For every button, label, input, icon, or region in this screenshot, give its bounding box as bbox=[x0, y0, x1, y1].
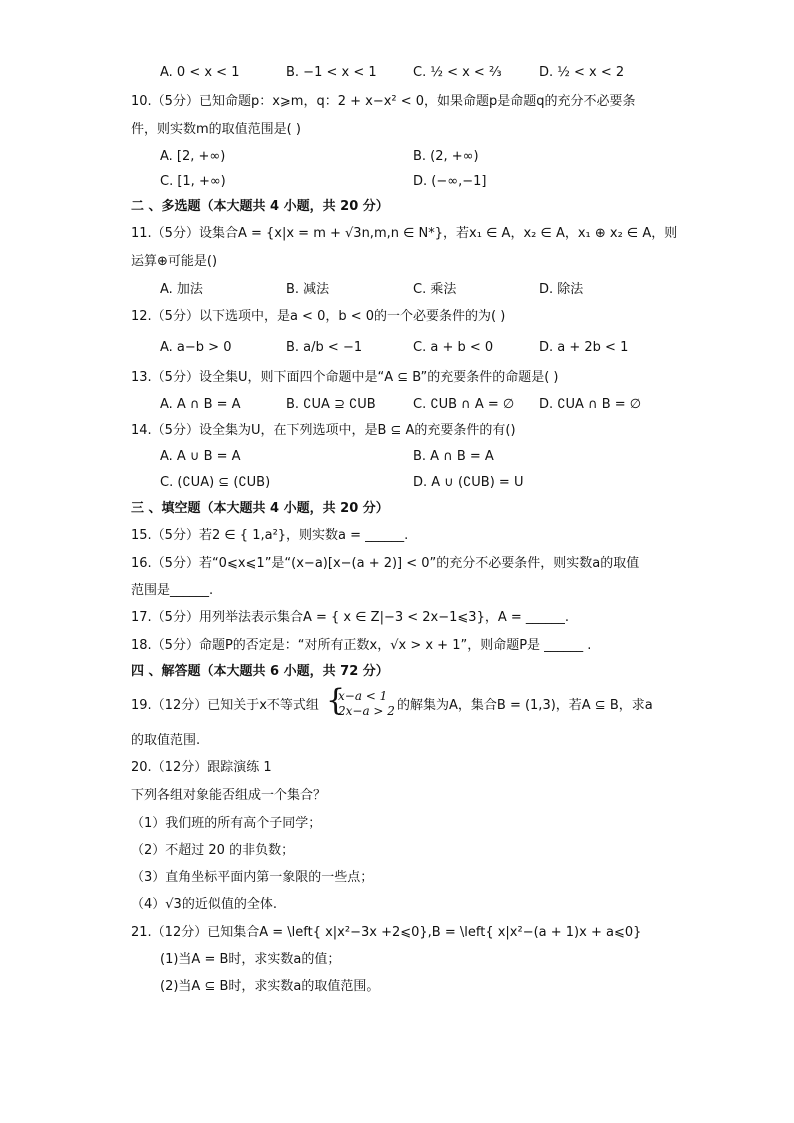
q11-stem-line2: 运算⊕可能是() bbox=[131, 254, 218, 269]
q12-option-c: C. a + b < 0 bbox=[413, 340, 494, 355]
q20-item-2: （2）不超过 20 的非负数； bbox=[131, 843, 295, 858]
q10-option-d: D. (−∞,−1] bbox=[413, 174, 487, 189]
q10-option-a: A. [2, +∞) bbox=[160, 149, 226, 164]
q19-inequality-2: 2x−a > 2 bbox=[338, 704, 395, 718]
section-heading-fill-in: 三 、填空题（本大题共 4 小题，共 20 分） bbox=[131, 501, 389, 516]
q10-option-b: B. (2, +∞) bbox=[413, 149, 479, 164]
q21-subquestion-1: (1)当A = B时，求实数a的值； bbox=[160, 952, 341, 967]
q10-stem-line2: 件，则实数m的取值范围是( ) bbox=[131, 122, 301, 137]
q10-option-c: C. [1, +∞) bbox=[160, 174, 226, 189]
q12-stem: 12.（5分）以下选项中，是a < 0，b < 0的一个必要条件的为( ) bbox=[131, 309, 506, 324]
q20-prompt: 下列各组对象能否组成一个集合？ bbox=[131, 788, 327, 803]
q19-inequality-1: x−a < 1 bbox=[338, 689, 388, 703]
q18-stem: 18.（5分）命题P的否定是：“对所有正数x，√x > x + 1”，则命题P是 ______ . bbox=[131, 638, 592, 653]
q17-stem: 17.（5分）用列举法表示集合A = { x ∈ Z|−3 < 2x−1⩽3}，A = ______. bbox=[131, 610, 570, 625]
q19-stem-prefix: 19.（12分）已知关于x不等式组 bbox=[131, 698, 319, 713]
q11-stem-line1: 11.（5分）设集合A = {x|x = m + √3n,m,n ∈ N*}，若x₁ ∈ A，x₂ ∈ A，x₁ ⊕ x₂ ∈ A，则 bbox=[131, 226, 678, 241]
q14-option-d: D. A ∪ (∁UB) = U bbox=[413, 475, 524, 490]
q12-option-b: B. a/b < −1 bbox=[286, 340, 363, 355]
q13-option-d: D. ∁UA ∩ B = ∅ bbox=[539, 397, 642, 412]
q9-option-d: D. ½ < x < 2 bbox=[539, 65, 625, 80]
q11-option-c: C. 乘法 bbox=[413, 282, 457, 297]
q21-stem: 21.（12分）已知集合A = \left{ x|x²−3x +2⩽0},B = \left{ x|x²−(a + 1)x + a⩽0} bbox=[131, 925, 642, 940]
q11-option-d: D. 除法 bbox=[539, 282, 584, 297]
q14-stem: 14.（5分）设全集为U，在下列选项中，是B ⊆ A的充要条件的有() bbox=[131, 423, 516, 438]
q13-option-c: C. ∁UB ∩ A = ∅ bbox=[413, 397, 515, 412]
q10-stem-line1: 10.（5分）已知命题p：x⩾m，q：2 + x−x² < 0，如果命题p是命题q的充分不必要条 bbox=[131, 94, 636, 109]
q13-option-b: B. ∁UA ⊇ ∁UB bbox=[286, 397, 376, 412]
q12-option-a: A. a−b > 0 bbox=[160, 340, 232, 355]
q9-option-a: A. 0 < x < 1 bbox=[160, 65, 240, 80]
q20-title: 20.（12分）跟踪演练 1 bbox=[131, 760, 272, 775]
q16-stem-line1: 16.（5分）若“0⩽x⩽1”是“(x−a)[x−(a + 2)] < 0”的充分不必要条件，则实数a的取值 bbox=[131, 556, 640, 571]
q19-stem-suffix: 的解集为A，集合B = (1,3)，若A ⊆ B，求a bbox=[397, 698, 653, 713]
q20-item-1: （1）我们班的所有高个子同学； bbox=[131, 816, 322, 831]
section-heading-solutions: 四 、解答题（本大题共 6 小题，共 72 分） bbox=[131, 664, 389, 679]
q11-option-b: B. 减法 bbox=[286, 282, 330, 297]
q19-system-brace: { bbox=[326, 683, 346, 718]
section-heading-multiple-choice: 二 、多选题（本大题共 4 小题，共 20 分） bbox=[131, 199, 389, 214]
q13-option-a: A. A ∩ B = A bbox=[160, 397, 241, 412]
q14-option-c: C. (∁UA) ⊆ (∁UB) bbox=[160, 475, 271, 490]
q9-option-b: B. −1 < x < 1 bbox=[286, 65, 377, 80]
q19-stem-line2: 的取值范围. bbox=[131, 733, 201, 748]
q20-item-3: （3）直角坐标平面内第一象限的一些点； bbox=[131, 870, 374, 885]
q15-stem: 15.（5分）若2 ∈ { 1,a²}，则实数a = ______. bbox=[131, 528, 409, 543]
q21-subquestion-2: (2)当A ⊆ B时，求实数a的取值范围。 bbox=[160, 979, 380, 994]
q14-option-a: A. A ∪ B = A bbox=[160, 449, 241, 464]
q14-option-b: B. A ∩ B = A bbox=[413, 449, 494, 464]
q16-stem-line2: 范围是______. bbox=[131, 583, 214, 598]
q9-option-c: C. ½ < x < ⅔ bbox=[413, 65, 502, 80]
q11-option-a: A. 加法 bbox=[160, 282, 203, 297]
q13-stem: 13.（5分）设全集U，则下面四个命题中是“A ⊆ B”的充要条件的命题是( ) bbox=[131, 370, 559, 385]
q20-item-4: （4）√3的近似值的全体. bbox=[131, 897, 277, 912]
q12-option-d: D. a + 2b < 1 bbox=[539, 340, 629, 355]
